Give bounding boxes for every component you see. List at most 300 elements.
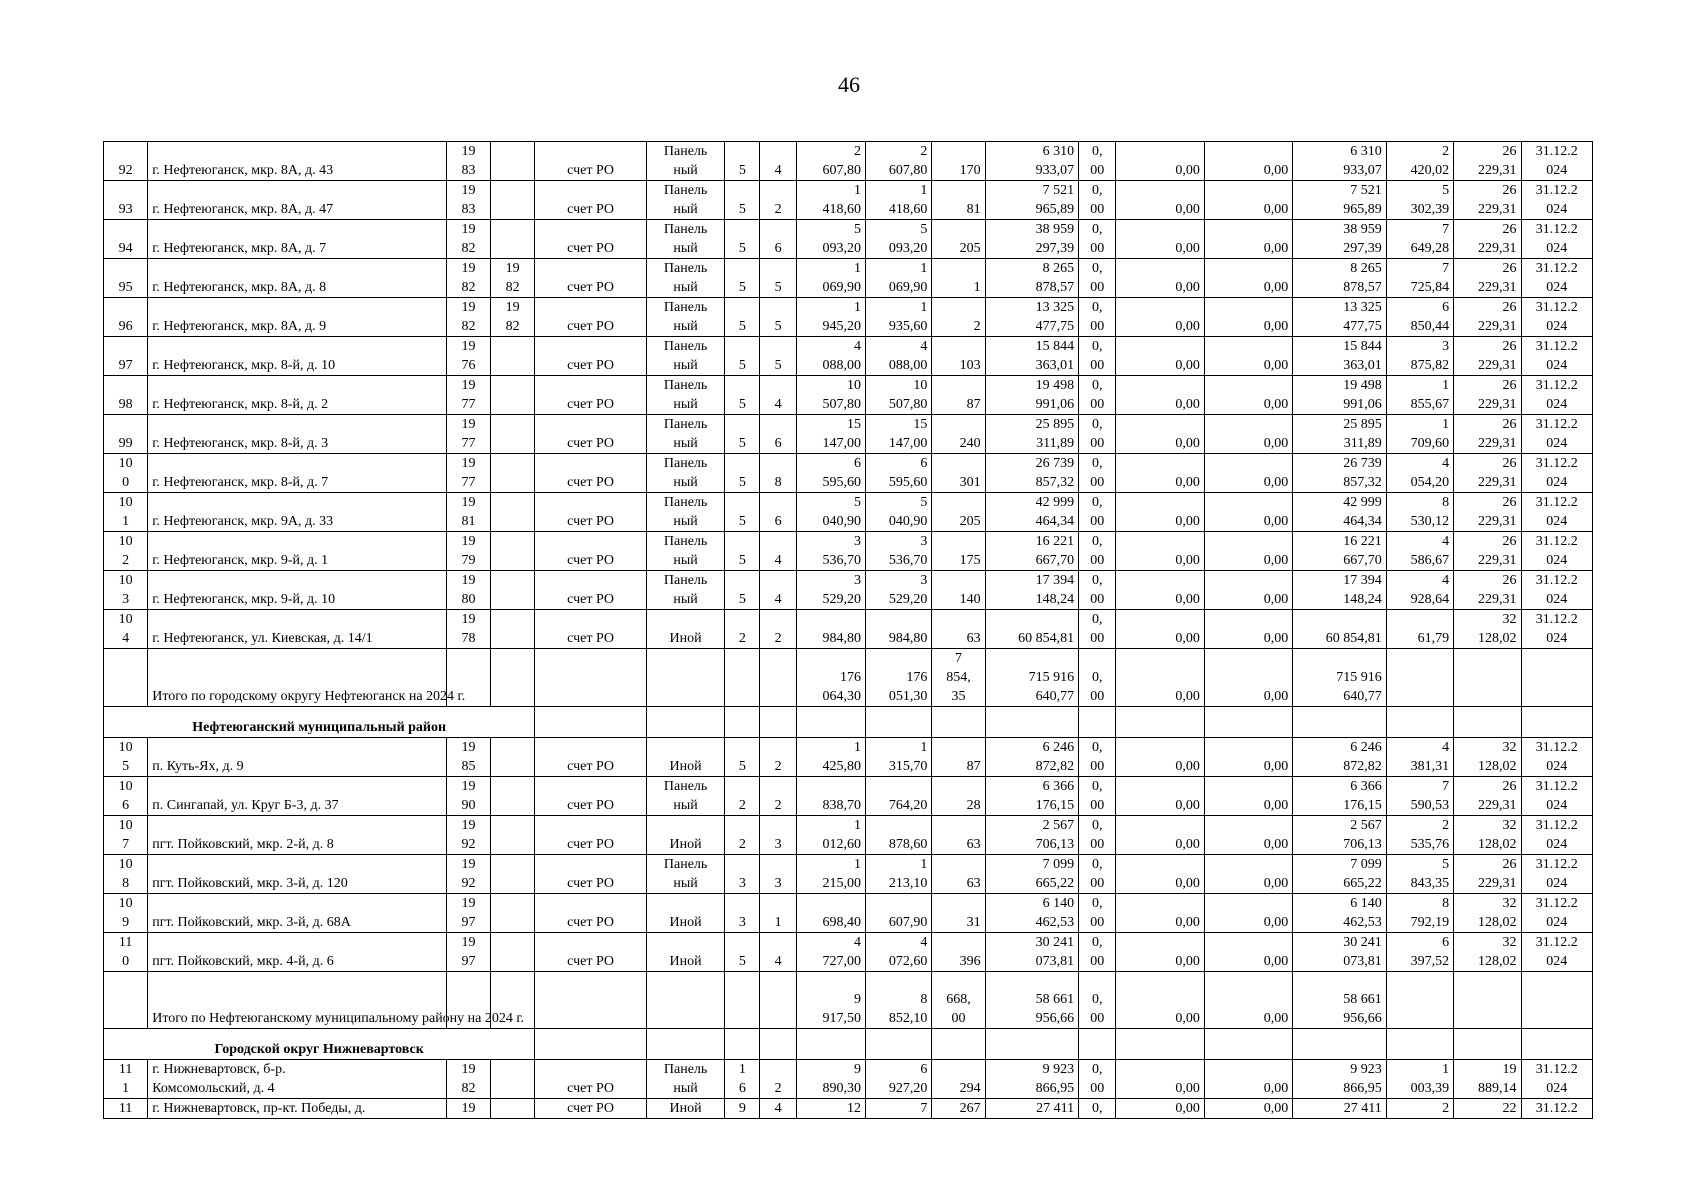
table-cell-c3: 19 77 (446, 454, 490, 493)
table-cell-c11: 103 (932, 337, 985, 376)
table-cell-c2: г. Нефтеюганск, мкр. 8А, д. 43 (148, 142, 447, 181)
table-row (104, 738, 1593, 777)
table-cell-c17: 1 003,39 (1386, 1060, 1453, 1099)
table-row (104, 1099, 1593, 1119)
table-cell-c11: 170 (932, 142, 985, 181)
table-cell-c11: 205 (932, 220, 985, 259)
table-cell-c8: 4 (760, 142, 796, 181)
table-cell-c11: 28 (932, 777, 985, 816)
table-cell-c1: 10 9 (104, 894, 148, 933)
table-cell-c13: 0, 00 (1079, 894, 1116, 933)
table-cell-c19: 31.12.2 024 (1521, 337, 1593, 376)
table-cell-c15 (1204, 1029, 1292, 1060)
table-cell-c18: 26 229,31 (1454, 855, 1521, 894)
subtotal-label: Итого по Нефтеюганскому муниципальному району на 2024 г. (148, 972, 447, 1029)
table-cell-c9: 698,40 (796, 894, 865, 933)
table-cell-c1 (104, 972, 148, 1029)
table-cell-c7: 5 (725, 181, 760, 220)
table-cell-c5: счет РО (535, 933, 647, 972)
table-cell-c18: 22 (1454, 1099, 1521, 1119)
table-cell-c6: Панель ный (646, 532, 724, 571)
table-cell-c8: 6 (760, 493, 796, 532)
table-cell-c10: 3 536,70 (866, 532, 932, 571)
table-cell-c3: 19 97 (446, 894, 490, 933)
table-cell-c7 (725, 649, 760, 707)
table-cell-c2: п. Куть-Ях, д. 9 (148, 738, 447, 777)
table-cell-c17: 7 649,28 (1386, 220, 1453, 259)
table-cell-c7: 5 (725, 259, 760, 298)
table-cell-c13: 0, 00 (1079, 220, 1116, 259)
table-cell-c15 (1204, 707, 1292, 738)
table-row (104, 337, 1593, 376)
table-row (104, 376, 1593, 415)
table-cell-c11: 2 (932, 298, 985, 337)
table-cell-c6 (646, 972, 724, 1029)
table-cell-c19: 31.12.2 024 (1521, 894, 1593, 933)
table-cell-c8: 4 (760, 1099, 796, 1119)
table-cell-c8: 1 (760, 894, 796, 933)
table-cell-c2: г. Нефтеюганск, мкр. 8-й, д. 2 (148, 376, 447, 415)
table-cell-c4: 19 82 (491, 298, 535, 337)
table-cell-c1: 95 (104, 259, 148, 298)
table-cell-c16: 6 366 176,15 (1293, 777, 1387, 816)
table-cell-c1: 93 (104, 181, 148, 220)
table-cell-c3: 19 82 (446, 298, 490, 337)
table-cell-c5 (535, 1029, 647, 1060)
table-cell-c9: 4 727,00 (796, 933, 865, 972)
table-cell-c1: 97 (104, 337, 148, 376)
subtotal-row (104, 972, 1593, 1029)
table-cell-c19: 31.12.2 024 (1521, 777, 1593, 816)
table-cell-c13 (1079, 707, 1116, 738)
table-cell-c14: 0,00 (1116, 181, 1204, 220)
table-cell-c6: Панель ный (646, 415, 724, 454)
table-cell-c11: 63 (932, 610, 985, 649)
table-cell-c10: 15 147,00 (866, 415, 932, 454)
table-cell-c18: 26 229,31 (1454, 259, 1521, 298)
table-cell-c6: Панель ный (646, 220, 724, 259)
table-cell-c19: 31.12.2 024 (1521, 816, 1593, 855)
table-cell-c1: 10 3 (104, 571, 148, 610)
table-cell-c11: 240 (932, 415, 985, 454)
table-cell-c7 (725, 707, 760, 738)
table-cell-c1: 99 (104, 415, 148, 454)
table-cell-c6: Панель ный (646, 142, 724, 181)
table-cell-c7: 5 (725, 220, 760, 259)
table-cell-c2: пгт. Пойковский, мкр. 4-й, д. 6 (148, 933, 447, 972)
table-cell-c11: 31 (932, 894, 985, 933)
table-cell-c18 (1454, 649, 1521, 707)
table-cell-c14: 0,00 (1116, 894, 1204, 933)
table-cell-c19: 31.12.2 024 (1521, 610, 1593, 649)
table-cell-c5: счет РО (535, 1099, 647, 1119)
table-cell-c17: 8 792,19 (1386, 894, 1453, 933)
table-cell-c17: 2 420,02 (1386, 142, 1453, 181)
table-cell-c6 (646, 1029, 724, 1060)
table-cell-c17: 8 530,12 (1386, 493, 1453, 532)
table-cell-c9: 1 215,00 (796, 855, 865, 894)
table-cell-c4 (491, 933, 535, 972)
table-cell-c6: Иной (646, 1099, 724, 1119)
table-cell-c3: 19 83 (446, 181, 490, 220)
table-cell-c9: 4 088,00 (796, 337, 865, 376)
table-cell-c3: 19 92 (446, 816, 490, 855)
table-cell-c14: 0,00 (1116, 337, 1204, 376)
table-cell-c3: 19 97 (446, 933, 490, 972)
table-cell-c15: 0,00 (1204, 855, 1292, 894)
table-cell-c13: 0, 00 (1079, 1060, 1116, 1099)
table-cell-c2: г. Нефтеюганск, мкр. 8-й, д. 10 (148, 337, 447, 376)
table-cell-c8: 5 (760, 298, 796, 337)
table-cell-c12 (985, 1029, 1079, 1060)
table-cell-c8: 5 (760, 337, 796, 376)
table-cell-c1: 10 2 (104, 532, 148, 571)
table-cell-c13: 0, 00 (1079, 855, 1116, 894)
table-cell-c5: счет РО (535, 855, 647, 894)
table-cell-c15: 0,00 (1204, 454, 1292, 493)
table-cell-c8 (760, 1029, 796, 1060)
table-cell-c11: 396 (932, 933, 985, 972)
table-cell-c19: 31.12.2 024 (1521, 933, 1593, 972)
table-cell-c8: 2 (760, 610, 796, 649)
table-cell-c12: 60 854,81 (985, 610, 1079, 649)
table-cell-c18: 26 229,31 (1454, 493, 1521, 532)
table-cell-c6: Панель ный (646, 571, 724, 610)
table-cell-c10: 2 607,80 (866, 142, 932, 181)
table-cell-c16: 13 325 477,75 (1293, 298, 1387, 337)
table-cell-c5: счет РО (535, 220, 647, 259)
table-cell-c3: 19 83 (446, 142, 490, 181)
table-cell-c18: 26 229,31 (1454, 415, 1521, 454)
table-cell-c5: счет РО (535, 415, 647, 454)
table-cell-c16: 60 854,81 (1293, 610, 1387, 649)
table-cell-c17: 4 586,67 (1386, 532, 1453, 571)
table-cell-c7: 3 (725, 855, 760, 894)
table-row (104, 259, 1593, 298)
table-cell-c2: г. Нефтеюганск, мкр. 9А, д. 33 (148, 493, 447, 532)
table-cell-c2: г. Нижневартовск, б-р. Комсомольский, д. 4 (148, 1060, 447, 1099)
table-cell-c2: п. Сингапай, ул. Круг Б-3, д. 37 (148, 777, 447, 816)
table-cell-c15: 0,00 (1204, 738, 1292, 777)
page-number: 46 (838, 72, 860, 97)
subtotal-c13: 0, 00 (1079, 649, 1116, 707)
table-cell-c13: 0, 00 (1079, 610, 1116, 649)
table-cell-c10: 7 (866, 1099, 932, 1119)
table-cell-c19: 31.12.2 024 (1521, 220, 1593, 259)
table-cell-c14: 0,00 (1116, 298, 1204, 337)
table-cell-c17: 1 855,67 (1386, 376, 1453, 415)
table-cell-c17: 6 850,44 (1386, 298, 1453, 337)
table-cell-c17: 1 709,60 (1386, 415, 1453, 454)
table-cell-c19 (1521, 649, 1593, 707)
table-cell-c5: счет РО (535, 337, 647, 376)
table-cell-c11: 140 (932, 571, 985, 610)
table-cell-c7: 3 (725, 894, 760, 933)
table-cell-c18: 26 229,31 (1454, 571, 1521, 610)
table-cell-c7: 9 (725, 1099, 760, 1119)
table-cell-c16: 6 246 872,82 (1293, 738, 1387, 777)
table-row (104, 454, 1593, 493)
table-cell-c12: 30 241 073,81 (985, 933, 1079, 972)
table-row (104, 894, 1593, 933)
table-cell-c2: г. Нефтеюганск, мкр. 8-й, д. 7 (148, 454, 447, 493)
table-row (104, 816, 1593, 855)
table-cell-c12: 6 140 462,53 (985, 894, 1079, 933)
table-cell-c17 (1386, 649, 1453, 707)
table-cell-c9: 984,80 (796, 610, 865, 649)
table-cell-c17: 4 928,64 (1386, 571, 1453, 610)
section-title: Нефтеюганский муниципальный район (104, 707, 535, 738)
table-cell-c15: 0,00 (1204, 532, 1292, 571)
table-cell-c2: г. Нефтеюганск, мкр. 8А, д. 9 (148, 298, 447, 337)
table-cell-c8: 8 (760, 454, 796, 493)
table-cell-c14: 0,00 (1116, 1099, 1204, 1119)
table-cell-c14: 0,00 (1116, 220, 1204, 259)
table-cell-c10: 984,80 (866, 610, 932, 649)
table-cell-c10: 1 935,60 (866, 298, 932, 337)
table-cell-c18: 32 128,02 (1454, 610, 1521, 649)
table-cell-c4 (491, 415, 535, 454)
table-cell-c5: счет РО (535, 816, 647, 855)
table-cell-c8: 6 (760, 220, 796, 259)
table-cell-c4 (491, 454, 535, 493)
table-cell-c14: 0,00 (1116, 259, 1204, 298)
table-cell-c7: 5 (725, 142, 760, 181)
table-cell-c18: 26 229,31 (1454, 532, 1521, 571)
table-cell-c3: 19 82 (446, 220, 490, 259)
table-cell-c10: 607,90 (866, 894, 932, 933)
table-cell-c11: 301 (932, 454, 985, 493)
subtotal-c15: 0,00 (1204, 649, 1292, 707)
table-cell-c2: г. Нефтеюганск, мкр. 8А, д. 7 (148, 220, 447, 259)
table-cell-c8: 4 (760, 933, 796, 972)
table-cell-c6: Панель ный (646, 337, 724, 376)
table-cell-c18 (1454, 972, 1521, 1029)
table-cell-c10: 1 418,60 (866, 181, 932, 220)
table-cell-c16: 26 739 857,32 (1293, 454, 1387, 493)
table-cell-c15: 0,00 (1204, 142, 1292, 181)
table-cell-c14: 0,00 (1116, 816, 1204, 855)
subtotal-c15: 0,00 (1204, 972, 1292, 1029)
table-cell-c5: счет РО (535, 298, 647, 337)
table-cell-c9: 10 507,80 (796, 376, 865, 415)
table-cell-c16 (1293, 707, 1387, 738)
table-cell-c16: 9 923 866,95 (1293, 1060, 1387, 1099)
table-cell-c10 (866, 707, 932, 738)
table-cell-c13: 0, 00 (1079, 298, 1116, 337)
table-row (104, 493, 1593, 532)
table-cell-c4 (491, 181, 535, 220)
subtotal-c14: 0,00 (1116, 649, 1204, 707)
table-cell-c10: 1 315,70 (866, 738, 932, 777)
table-cell-c13: 0, 00 (1079, 181, 1116, 220)
table-cell-c13: 0, 00 (1079, 532, 1116, 571)
table-cell-c16: 30 241 073,81 (1293, 933, 1387, 972)
table-cell-c6: Панель ный (646, 376, 724, 415)
table-cell-c14: 0,00 (1116, 777, 1204, 816)
table-cell-c9: 5 040,90 (796, 493, 865, 532)
table-cell-c18: 26 229,31 (1454, 181, 1521, 220)
table-cell-c4 (491, 142, 535, 181)
table-cell-c6: Панель ный (646, 1060, 724, 1099)
subtotal-c12: 715 916 640,77 (985, 649, 1079, 707)
table-cell-c10: 764,20 (866, 777, 932, 816)
table-cell-c4 (491, 1060, 535, 1099)
table-cell-c14: 0,00 (1116, 1060, 1204, 1099)
subtotal-c16: 715 916 640,77 (1293, 649, 1387, 707)
table-cell-c8: 4 (760, 532, 796, 571)
table-row (104, 415, 1593, 454)
table-cell-c8: 2 (760, 1060, 796, 1099)
table-cell-c18: 26 229,31 (1454, 298, 1521, 337)
table-cell-c19 (1521, 972, 1593, 1029)
table-cell-c5: счет РО (535, 894, 647, 933)
table-cell-c3: 19 77 (446, 376, 490, 415)
table-cell-c15: 0,00 (1204, 933, 1292, 972)
table-cell-c13: 0, 00 (1079, 933, 1116, 972)
table-cell-c17: 5 843,35 (1386, 855, 1453, 894)
table-cell-c12: 16 221 667,70 (985, 532, 1079, 571)
table-cell-c6 (646, 649, 724, 707)
table-cell-c17: 4 054,20 (1386, 454, 1453, 493)
table-row (104, 610, 1593, 649)
table-cell-c16: 19 498 991,06 (1293, 376, 1387, 415)
table-cell-c7: 5 (725, 454, 760, 493)
table-cell-c1: 10 6 (104, 777, 148, 816)
table-cell-c18: 32 128,02 (1454, 933, 1521, 972)
table-cell-c16: 17 394 148,24 (1293, 571, 1387, 610)
table-cell-c12 (985, 707, 1079, 738)
table-cell-c14: 0,00 (1116, 855, 1204, 894)
table-cell-c12: 15 844 363,01 (985, 337, 1079, 376)
table-cell-c13: 0, 00 (1079, 415, 1116, 454)
table-cell-c19: 31.12.2 024 (1521, 142, 1593, 181)
table-cell-c9: 9 890,30 (796, 1060, 865, 1099)
table-cell-c18: 26 229,31 (1454, 220, 1521, 259)
table-cell-c3: 19 82 (446, 1060, 490, 1099)
table-cell-c16: 2 567 706,13 (1293, 816, 1387, 855)
table-cell-c6: Панель ный (646, 259, 724, 298)
table-cell-c14: 0,00 (1116, 454, 1204, 493)
table-cell-c12: 27 411 (985, 1099, 1079, 1119)
table-cell-c6: Панель ный (646, 181, 724, 220)
table-cell-c16: 16 221 667,70 (1293, 532, 1387, 571)
table-cell-c17: 2 535,76 (1386, 816, 1453, 855)
table-cell-c17 (1386, 707, 1453, 738)
table-cell-c10: 6 927,20 (866, 1060, 932, 1099)
table-cell-c15: 0,00 (1204, 493, 1292, 532)
table-row (104, 298, 1593, 337)
section-header-row (104, 707, 1593, 738)
table-cell-c4 (491, 532, 535, 571)
table-cell-c13: 0, 00 (1079, 259, 1116, 298)
table-cell-c13: 0, 00 (1079, 454, 1116, 493)
table-body (104, 142, 1593, 1119)
subtotal-c10: 8 852,10 (866, 972, 932, 1029)
table-cell-c18: 32 128,02 (1454, 894, 1521, 933)
table-cell-c12: 13 325 477,75 (985, 298, 1079, 337)
table-cell-c15: 0,00 (1204, 816, 1292, 855)
table-row (104, 532, 1593, 571)
table-row (104, 181, 1593, 220)
table-cell-c9: 838,70 (796, 777, 865, 816)
table-cell-c16: 38 959 297,39 (1293, 220, 1387, 259)
table-cell-c17: 6 397,52 (1386, 933, 1453, 972)
table-cell-c15: 0,00 (1204, 777, 1292, 816)
table-cell-c8: 3 (760, 855, 796, 894)
subtotal-c16: 58 661 956,66 (1293, 972, 1387, 1029)
table-cell-c4 (491, 816, 535, 855)
table-cell-c18: 26 229,31 (1454, 142, 1521, 181)
table-cell-c13: 0, 00 (1079, 142, 1116, 181)
table-cell-c12: 7 521 965,89 (985, 181, 1079, 220)
subtotal-c11: 668, 00 (932, 972, 985, 1029)
table-cell-c16: 8 265 878,57 (1293, 259, 1387, 298)
table-cell-c15: 0,00 (1204, 1060, 1292, 1099)
table-cell-c9: 1 945,20 (796, 298, 865, 337)
table-cell-c12: 38 959 297,39 (985, 220, 1079, 259)
table-cell-c1: 94 (104, 220, 148, 259)
subtotal-label: Итого по городскому округу Нефтеюганск на 2024 г. (148, 649, 447, 707)
table-cell-c17: 61,79 (1386, 610, 1453, 649)
table-cell-c15: 0,00 (1204, 337, 1292, 376)
table-cell-c13 (1079, 1029, 1116, 1060)
table-cell-c11 (932, 1029, 985, 1060)
table-cell-c4 (491, 376, 535, 415)
table-cell-c18: 19 889,14 (1454, 1060, 1521, 1099)
table-row (104, 142, 1593, 181)
table-cell-c7: 5 (725, 493, 760, 532)
table-cell-c7: 5 (725, 415, 760, 454)
table-cell-c16: 6 310 933,07 (1293, 142, 1387, 181)
subtotal-c9: 176 064,30 (796, 649, 865, 707)
table-cell-c7: 2 (725, 610, 760, 649)
table-cell-c16: 7 099 665,22 (1293, 855, 1387, 894)
table-cell-c9: 5 093,20 (796, 220, 865, 259)
table-cell-c12: 6 310 933,07 (985, 142, 1079, 181)
table-cell-c4 (491, 220, 535, 259)
table-cell-c6 (646, 707, 724, 738)
table-cell-c4 (491, 649, 535, 707)
table-cell-c11: 267 (932, 1099, 985, 1119)
table-cell-c6: Иной (646, 894, 724, 933)
table-cell-c10: 878,60 (866, 816, 932, 855)
table-cell-c19 (1521, 1029, 1593, 1060)
section-title: Городской округ Нижневартовск (104, 1029, 535, 1060)
table-cell-c4 (491, 610, 535, 649)
table-cell-c19: 31.12.2 024 (1521, 532, 1593, 571)
table-cell-c11: 175 (932, 532, 985, 571)
table-cell-c4 (491, 855, 535, 894)
subtotal-c12: 58 661 956,66 (985, 972, 1079, 1029)
table-cell-c17 (1386, 1029, 1453, 1060)
table-cell-c14: 0,00 (1116, 376, 1204, 415)
table-cell-c13: 0, 00 (1079, 376, 1116, 415)
table-cell-c17: 4 381,31 (1386, 738, 1453, 777)
table-cell-c1: 10 7 (104, 816, 148, 855)
table-cell-c1: 11 (104, 1099, 148, 1119)
table-cell-c9: 15 147,00 (796, 415, 865, 454)
table-cell-c13: 0, 00 (1079, 337, 1116, 376)
table-cell-c18: 26 229,31 (1454, 376, 1521, 415)
table-cell-c11: 294 (932, 1060, 985, 1099)
table-cell-c19: 31.12.2 024 (1521, 259, 1593, 298)
table-cell-c19: 31.12.2 024 (1521, 454, 1593, 493)
table-cell-c12: 6 366 176,15 (985, 777, 1079, 816)
table-cell-c1: 10 1 (104, 493, 148, 532)
table-cell-c13: 0, 00 (1079, 493, 1116, 532)
table-cell-c15: 0,00 (1204, 298, 1292, 337)
